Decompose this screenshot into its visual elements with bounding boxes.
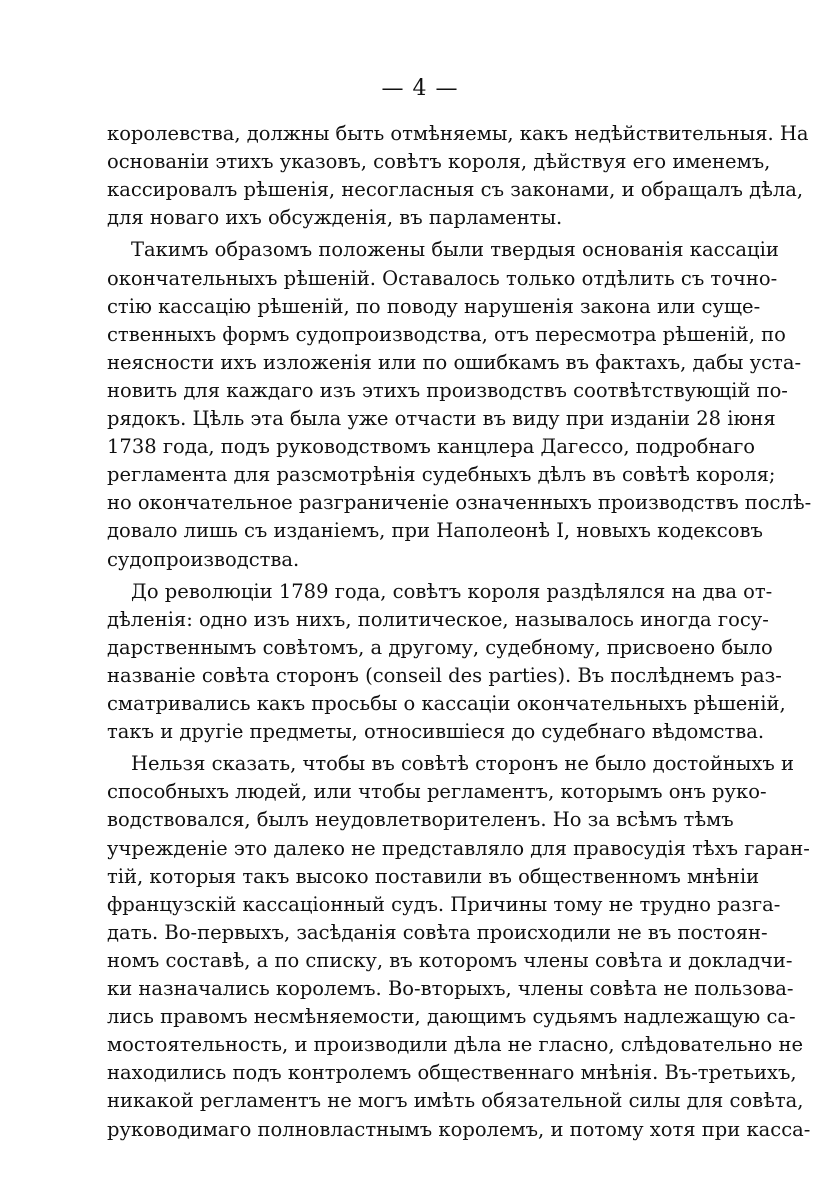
text-line: сматривались какъ просьбы о кассаціи окончательныхъ рѣшеній,: [107, 692, 786, 715]
text-line: мостоятельность, и производили дѣла не гласно, слѣдовательно не: [107, 1033, 804, 1056]
text-line: руководимаго полновластнымъ королемъ, и потому хотя при касса-: [107, 1118, 811, 1141]
text-line: дарственнымъ совѣтомъ, а другому, судебному, присвоено было: [107, 636, 773, 659]
text-line: водствовался, былъ неудовлетворителенъ. Но за всѣмъ тѣмъ: [107, 808, 734, 831]
text-line: дѣленія: одно изъ нихъ, политическое, называлось иногда госу-: [107, 608, 769, 631]
text-line: такъ и другіе предметы, относившіеся до судебнаго вѣдомства.: [107, 720, 765, 743]
text-line: номъ составѣ, а по списку, въ которомъ члены совѣта и докладчи-: [107, 949, 793, 972]
text-line: ственныхъ формъ судопроизводства, отъ пересмотра рѣшеній, по: [107, 323, 786, 346]
page-number-header: — 4 —: [381, 76, 459, 101]
text-line: неясности ихъ изложенія или по ошибкамъ въ фактахъ, дабы уста-: [107, 351, 802, 374]
text-line: 1738 года, подъ руководствомъ канцлера Дагессо, подробнаго: [107, 435, 756, 458]
text-line: стію кассацію рѣшеній, по поводу нарушенія закона или суще-: [107, 295, 761, 318]
text-line: судопроизводства.: [107, 548, 300, 571]
text-line: ки назначались королемъ. Во-вторыхъ, члены совѣта не пользова-: [107, 977, 794, 1000]
text-line: никакой регламентъ не могъ имѣть обязательной силы для совѣта,: [107, 1089, 804, 1112]
text-line: для новаго ихъ обсужденія, въ парламенты.: [107, 206, 563, 229]
text-line: французскій кассаціонный судъ. Причины тому не трудно разга-: [107, 893, 781, 916]
text-line: Такимъ образомъ положены были твердыя основанія кассаціи: [131, 238, 779, 261]
text-line: королевства, должны быть отмѣняемы, какъ недѣйствительныя. На: [107, 122, 809, 145]
text-line: довало лишь съ изданіемъ, при Наполеонѣ I, новыхъ кодексовъ: [107, 519, 763, 542]
text-line: тій, которыя такъ высоко поставили въ общественномъ мнѣніи: [107, 865, 760, 888]
text-line: названіе совѣта сторонъ (conseil des parties). Въ послѣднемъ раз-: [107, 664, 782, 687]
text-line: До революціи 1789 года, совѣтъ короля раздѣлялся на два от-: [131, 580, 773, 603]
text-line: основаніи этихъ указовъ, совѣтъ короля, дѣйствуя его именемъ,: [107, 150, 771, 173]
text-line: рядокъ. Цѣль эта была уже отчасти въ виду при изданіи 28 іюня: [107, 407, 776, 430]
text-line: учрежденіе это далеко не представляло для правосудія тѣхъ гаран-: [107, 837, 810, 860]
text-line: новить для каждаго изъ этихъ производствъ соотвѣтствующій по-: [107, 379, 788, 402]
text-line: кассировалъ рѣшенія, несогласныя съ законами, и обращалъ дѣла,: [107, 178, 804, 201]
text-line: способныхъ людей, или чтобы регламентъ, которымъ онъ руко-: [107, 780, 767, 803]
text-line: Нельзя сказать, чтобы въ совѣтѣ сторонъ не было достойныхъ и: [131, 752, 794, 775]
text-line: находились подъ контролемъ общественнаго мнѣнія. Въ-третьихъ,: [107, 1061, 797, 1084]
text-line: окончательныхъ рѣшеній. Оставалось только отдѣлить съ точно-: [107, 267, 778, 290]
text-line: дать. Во-первыхъ, засѣданія совѣта происходили не въ постоян-: [107, 921, 768, 944]
text-line: регламента для разсмотрѣнія судебныхъ дѣлъ въ совѣтѣ короля;: [107, 463, 776, 486]
text-line: лись правомъ несмѣняемости, дающимъ судьямъ надлежащую са-: [107, 1005, 796, 1028]
text-line: но окончательное разграниченіе означенныхъ производствъ послѣ-: [107, 491, 812, 514]
